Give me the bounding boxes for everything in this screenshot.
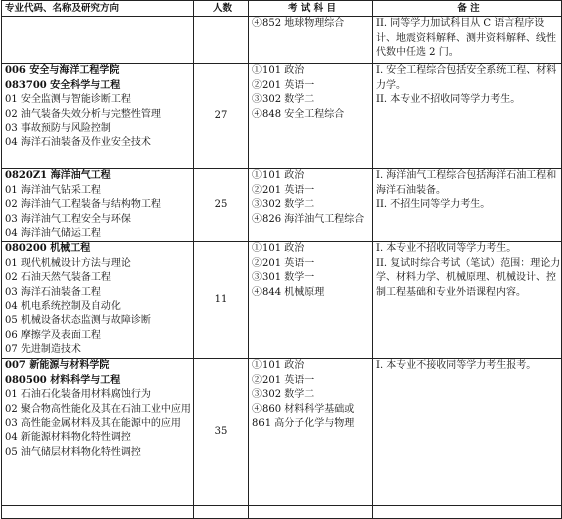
exam-subject: ④826 海洋油气工程综合 xyxy=(252,213,365,225)
research-direction: 03 海洋油气工程安全与环保 xyxy=(5,213,131,225)
major-heading: 0820Z1 海洋油气工程 xyxy=(5,170,111,182)
exam-header: 考 试 科 目 xyxy=(249,1,373,17)
note-text: II. 本专业不招收同等学力考生。 xyxy=(376,94,521,106)
exam-cell xyxy=(249,169,373,242)
table-row xyxy=(2,64,562,169)
header-row xyxy=(2,1,562,17)
research-direction: 01 现代机械设计方法与理论 xyxy=(5,257,131,269)
research-direction: 02 油气装备失效分析与完整性管理 xyxy=(5,108,161,120)
exam-subject: ③302 数学二 xyxy=(252,389,315,401)
research-direction: 02 石油天然气装备工程 xyxy=(5,272,111,284)
exam-cell xyxy=(249,506,373,519)
research-direction: 07 先进制造技术 xyxy=(5,344,81,356)
exam-subject: ①101 政治 xyxy=(252,243,305,255)
note-text: II. 同等学力加试科目从 C 语言程序设计、地震资料解释、测井资料解释、线性代数中任选 2 门。 xyxy=(376,18,556,59)
research-direction: 02 海洋油气工程装备与结构物工程 xyxy=(5,199,161,211)
exam-subject: ④848 安全工程综合 xyxy=(252,108,345,120)
research-direction: 03 事故预防与风险控制 xyxy=(5,123,111,135)
exam-subject: ④852 地球物理综合 xyxy=(252,18,345,30)
note-cell xyxy=(373,169,562,242)
research-direction: 01 海洋油气钻采工程 xyxy=(5,184,101,196)
count-cell: 27 xyxy=(194,64,249,169)
program-cell xyxy=(2,17,194,64)
research-direction: 03 高性能金属材料及其在能源中的应用 xyxy=(5,418,181,430)
catalog-table xyxy=(1,0,562,519)
note-text: II. 不招生同等学力考生。 xyxy=(376,199,491,211)
exam-subject: ④844 机械原理 xyxy=(252,286,325,298)
count-cell: 25 xyxy=(194,169,249,242)
table-row xyxy=(2,359,562,506)
note-cell xyxy=(373,506,562,519)
exam-cell xyxy=(249,17,373,64)
research-direction: 05 机械设备状态监测与故障诊断 xyxy=(5,315,151,327)
exam-subject: ③302 数学二 xyxy=(252,199,315,211)
table-row xyxy=(2,17,562,64)
note-cell xyxy=(373,242,562,359)
research-direction: 03 海洋石油装备工程 xyxy=(5,286,101,298)
research-direction: 05 油气储层材料物化特性调控 xyxy=(5,446,141,458)
count-header: 人数 xyxy=(194,1,249,17)
exam-subject: ①101 政治 xyxy=(252,170,305,182)
research-direction: 06 摩擦学及表面工程 xyxy=(5,329,101,341)
table-row xyxy=(2,242,562,359)
research-direction: 04 新能源材料物化特性调控 xyxy=(5,432,131,444)
exam-subject: ①101 政治 xyxy=(252,360,305,372)
major-heading: 080200 机械工程 xyxy=(5,243,91,255)
exam-subject: ③302 数学二 xyxy=(252,94,315,106)
note-header: 备 注 xyxy=(373,1,562,17)
table-row xyxy=(2,169,562,242)
note-text: I. 海洋油气工程综合包括海洋石油工程和海洋石油装备。 xyxy=(376,170,557,196)
note-text: I. 本专业不招收同等学力考生。 xyxy=(376,243,517,255)
research-direction: 01 石油石化装备用材料腐蚀行为 xyxy=(5,389,151,401)
count-cell: 35 xyxy=(194,359,249,506)
note-text: I. 安全工程综合包括安全系统工程、材料力学。 xyxy=(376,65,557,91)
exam-subject: ②201 英语一 xyxy=(252,257,315,269)
program-cell xyxy=(2,242,194,359)
exam-subject: ②201 英语一 xyxy=(252,184,315,196)
note-cell xyxy=(373,359,562,506)
research-direction: 02 聚合物高性能化及其在石油工业中应用 xyxy=(5,403,191,415)
research-direction: 01 安全监测与智能诊断工程 xyxy=(5,94,131,106)
program-cell xyxy=(2,506,194,519)
exam-cell xyxy=(249,242,373,359)
exam-subject: ③301 数学一 xyxy=(252,272,315,284)
research-direction: 04 机电系统控制及自动化 xyxy=(5,301,121,313)
program-cell xyxy=(2,169,194,242)
exam-subject: ④860 材料科学基础或 861 高分子化学与物理 xyxy=(252,403,355,430)
note-text: I. 本专业不接收同等学力考生报考。 xyxy=(376,360,537,372)
exam-cell xyxy=(249,64,373,169)
college-heading: 007 新能源与材料学院 xyxy=(5,360,110,372)
major-heading: 083700 安全科学与工程 xyxy=(5,79,121,91)
count-cell xyxy=(194,506,249,519)
program-cell xyxy=(2,64,194,169)
note-text: II. 复试时综合考试（笔试）范围：理论力学、材料力学、机械原理、机械设计、控制工程基础和专业外语课程内容。 xyxy=(376,257,561,298)
count-cell xyxy=(194,17,249,64)
program-cell xyxy=(2,359,194,506)
note-cell xyxy=(373,17,562,64)
research-direction: 04 海洋石油装备及作业安全技术 xyxy=(5,137,151,149)
exam-subject: ②201 英语一 xyxy=(252,374,315,386)
note-cell xyxy=(373,64,562,169)
program-header: 专业代码、名称及研究方向 xyxy=(2,1,194,17)
count-cell: 11 xyxy=(194,242,249,359)
college-heading: 006 安全与海洋工程学院 xyxy=(5,65,120,77)
exam-subject: ②201 英语一 xyxy=(252,79,315,91)
exam-subject: ①101 政治 xyxy=(252,65,305,77)
major-heading: 080500 材料科学与工程 xyxy=(5,374,121,386)
table-row xyxy=(2,506,562,519)
research-direction: 04 海洋油气储运工程 xyxy=(5,228,101,240)
exam-cell xyxy=(249,359,373,506)
